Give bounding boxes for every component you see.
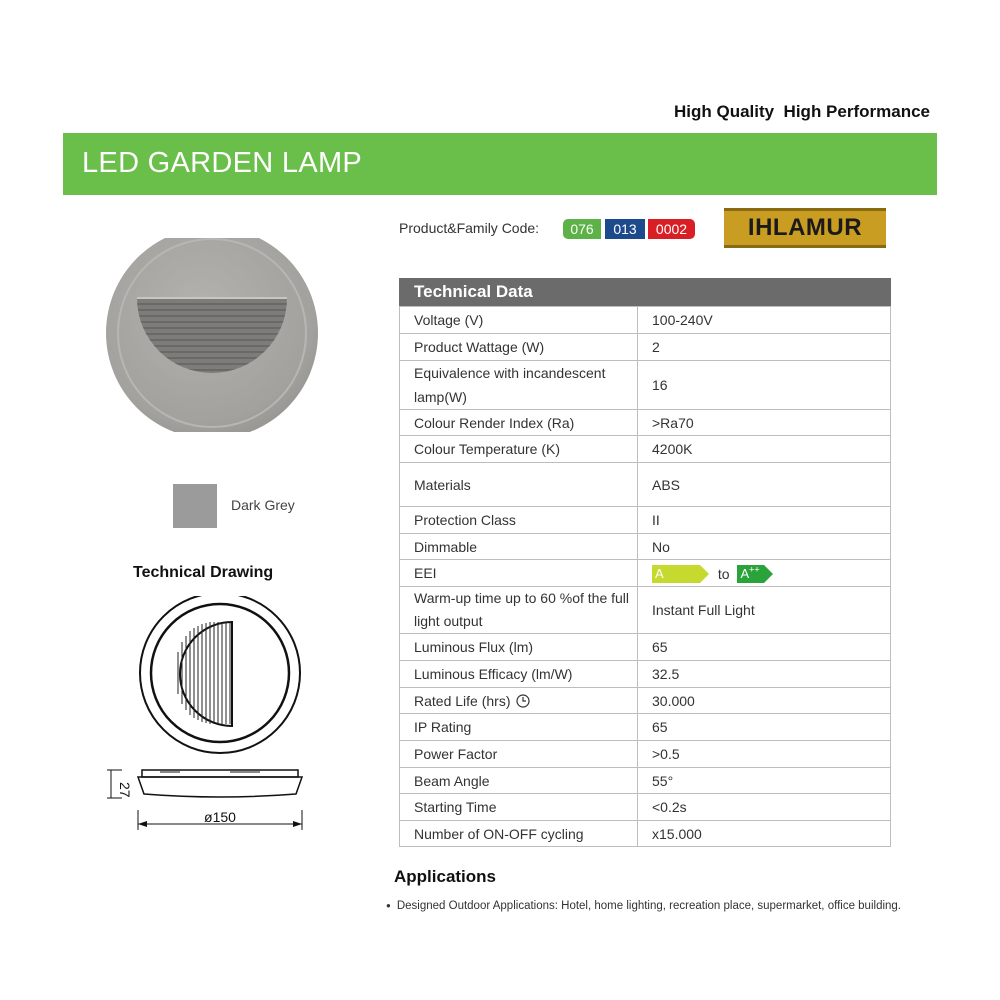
spec-key: Colour Temperature (K) [400, 436, 638, 463]
spec-value: Instant Full Light [638, 587, 891, 634]
table-row [400, 507, 891, 534]
table-row [400, 361, 891, 410]
spec-key: Colour Render Index (Ra) [400, 410, 638, 436]
spec-key: Equivalence with incandescent lamp(W) [400, 361, 638, 410]
spec-key: Luminous Efficacy (lm/W) [400, 661, 638, 688]
table-row [400, 410, 891, 436]
applications-description: Designed Outdoor Applications: Hotel, home lighting, recreation place, supermarket, office building. [396, 900, 902, 912]
spec-key: Voltage (V) [400, 307, 638, 334]
spec-value: >0.5 [638, 741, 891, 768]
technical-drawing-title: Technical Drawing [133, 564, 274, 581]
brand-badge: IHLAMUR [724, 208, 886, 248]
table-row [400, 587, 891, 634]
table-row [400, 634, 891, 661]
product-code-segment-2: 013 [605, 219, 645, 239]
rated-life-label: Rated Life (hrs) [414, 692, 511, 709]
table-row [400, 661, 891, 688]
spec-key: Protection Class [400, 507, 638, 534]
table-row [400, 334, 891, 361]
table-row [400, 741, 891, 768]
spec-key: Dimmable [400, 534, 638, 560]
table-row [400, 307, 891, 334]
spec-key: Product Wattage (W) [400, 334, 638, 361]
technical-drawing [100, 596, 320, 840]
spec-key: Starting Time [400, 794, 638, 821]
color-swatch [173, 484, 217, 528]
spec-key: Beam Angle [400, 768, 638, 794]
eei-class-to [737, 565, 764, 583]
spec-key: Materials [400, 463, 638, 507]
product-code-segment-1: 076 [563, 219, 601, 239]
table-row [400, 688, 891, 714]
table-row [400, 768, 891, 794]
spec-key: Luminous Flux (lm) [400, 634, 638, 661]
product-code-segment-3: 0002 [648, 219, 695, 239]
spec-value: No [638, 534, 891, 560]
spec-value: 4200K [638, 436, 891, 463]
technical-data-table [399, 306, 891, 847]
spec-value: 100-240V [638, 307, 891, 334]
tagline: High Quality High Performance [674, 102, 930, 121]
clock-icon [516, 694, 530, 708]
spec-key: IP Rating [400, 714, 638, 741]
spec-value: 2 [638, 334, 891, 361]
eei-class-to-sup: ++ [749, 564, 760, 575]
spec-key: Power Factor [400, 741, 638, 768]
table-row [400, 794, 891, 821]
eei-class-from: A [652, 565, 700, 583]
color-label: Dark Grey [231, 497, 295, 513]
spec-key: Number of ON-OFF cycling [400, 821, 638, 847]
eei-connector: to [717, 565, 730, 582]
technical-data-header: Technical Data [399, 278, 891, 306]
table-row [400, 714, 891, 741]
table-row [400, 463, 891, 507]
spec-key: Warm-up time up to 60 %of the full light output [400, 587, 638, 634]
table-row [400, 436, 891, 463]
spec-value: 30.000 [638, 688, 891, 714]
bullet-icon: ● [386, 901, 391, 910]
height-dimension-label: 27 [117, 782, 133, 798]
spec-value: >Ra70 [638, 410, 891, 436]
table-row [400, 560, 891, 587]
diameter-dimension-label: ø150 [204, 809, 236, 825]
page-title: LED GARDEN LAMP [82, 147, 363, 179]
spec-key [400, 688, 638, 714]
spec-value: II [638, 507, 891, 534]
applications-text [386, 900, 901, 912]
product-code-label: Product&Family Code: [399, 220, 540, 236]
spec-value: 55° [638, 768, 891, 794]
spec-value: 65 [638, 634, 891, 661]
spec-key: EEI [400, 560, 638, 587]
product-photo [100, 238, 324, 432]
table-row [400, 821, 891, 847]
applications-title: Applications [394, 867, 497, 886]
spec-value: 16 [638, 361, 891, 410]
spec-value: x15.000 [638, 821, 891, 847]
spec-value: 65 [638, 714, 891, 741]
spec-value: <0.2s [638, 794, 891, 821]
eei-class-to-letter: A [740, 565, 750, 581]
spec-value: ABS [638, 463, 891, 507]
spec-value: 32.5 [638, 661, 891, 688]
table-row [400, 534, 891, 560]
eei-value [638, 560, 891, 587]
